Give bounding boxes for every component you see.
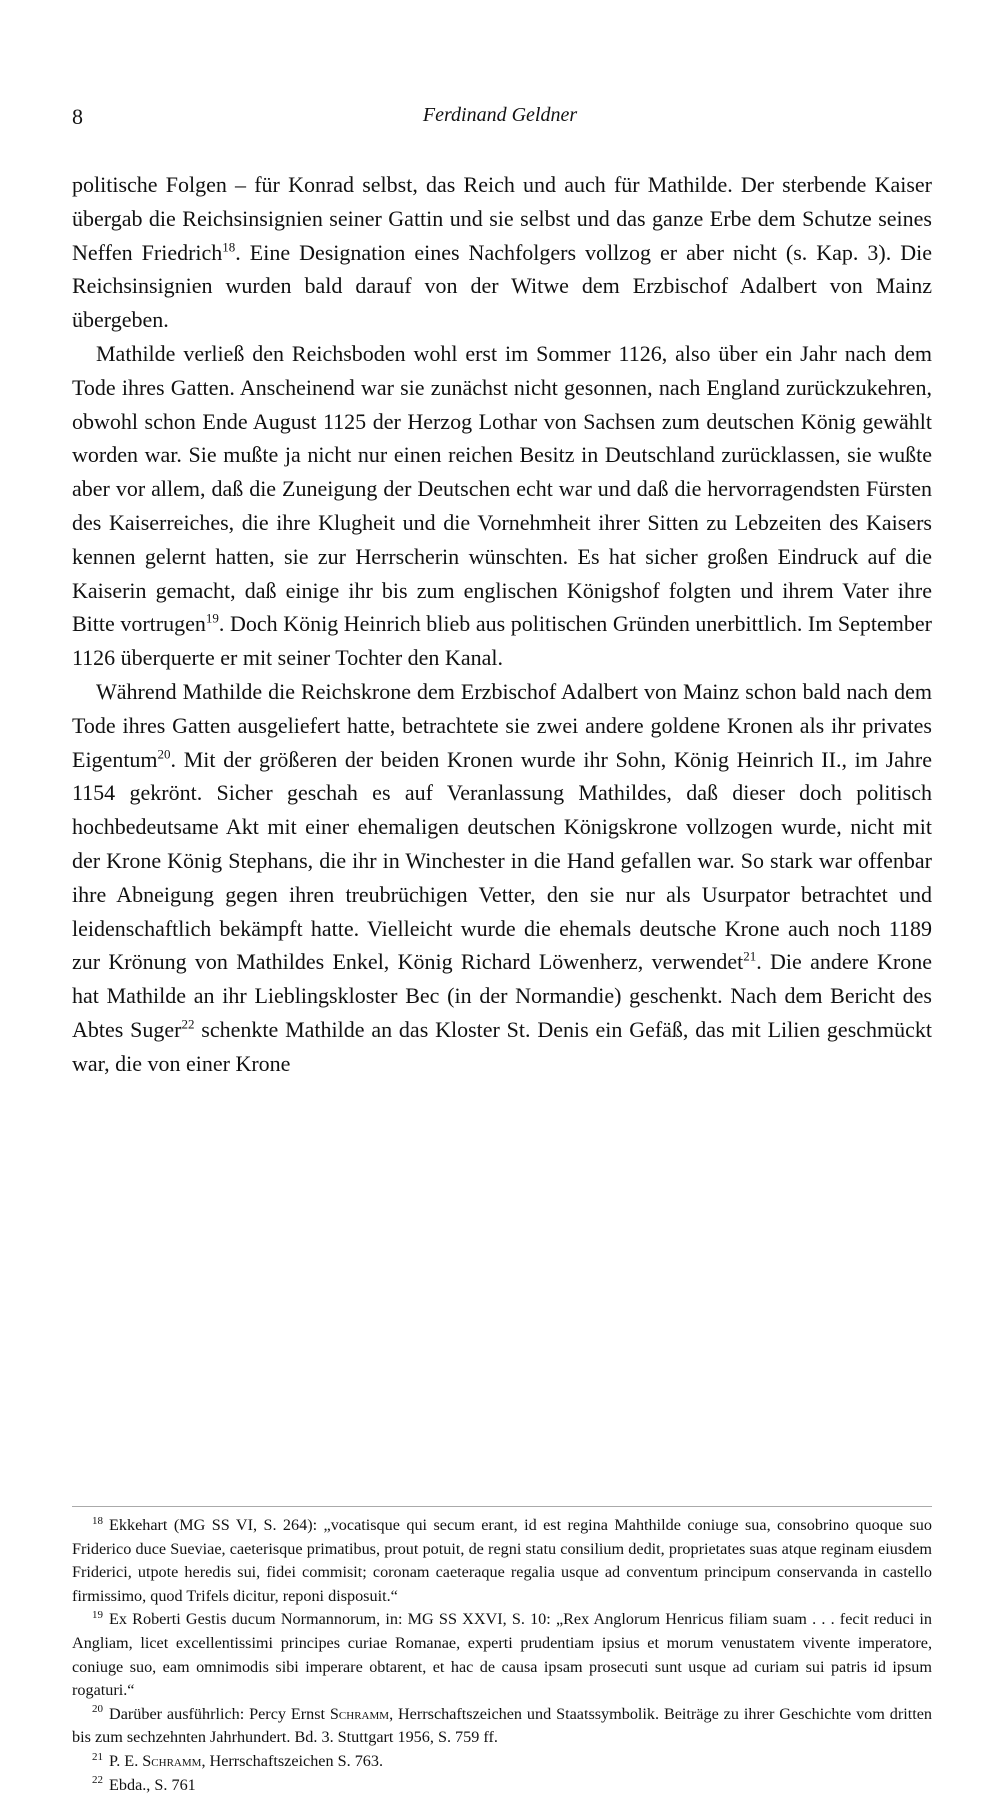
main-text (72, 168, 932, 1081)
text-run: . Mit der größeren der beiden Kronen wurde ihr Sohn, König Heinrich II., im Jahre 1154 gekrönt. Sicher geschah es auf Veranlassung Mathildes, daß dieser doch politisch hochbedeutsame Akt mit einer ehemaligen deutschen Königskrone vollzogen wurde, nicht mit der Krone König Stephans, die ihr in Winchester in die Hand gefallen war. So stark war offenbar ihre Abneigung gegen ihren treubrüchigen Vetter, den sie nur als Usurpator betrachtet und leidenschaftlich bekämpft hatte. Vielleicht wurde die ehemals deutsche Krone auch noch 1189 zur Krönung von Mathildes Enkel, König Richard Löwenherz, verwendet (72, 746, 932, 975)
footnote (72, 1608, 932, 1702)
footnote-text: Ex Roberti Gestis ducum Normannorum, in: MG SS XXVI, S. 10: „Rex Anglorum Henricus filiam suam . . . fecit reduci in Angliam, licet excellentissimi principes curiae Romanae, experti prudentiam ipsius et morum venustatem vivente imperatore, coniuge suo, eam omnimodis sibi imperare obtarent, et hac de causa ipsam prosecuti sunt usque ad curiam sui patris id ipsum rogaturi.“ (72, 1610, 932, 1700)
footnote (72, 1750, 932, 1774)
footnote-number: 19 (92, 1608, 103, 1621)
footnote-text: Darüber ausführlich: Percy Ernst (109, 1704, 330, 1723)
footnote-text: Ebda., S. 761 (109, 1775, 196, 1794)
footnote-ref: 22 (181, 1016, 195, 1032)
footnote-divider (72, 1506, 932, 1507)
footnote-text: , Herrschaftszeichen und Staatssymbolik. Beiträge zu ihrer Geschichte vom dritten bis zum sechzehnten Jahrhundert. Bd. 3. Stuttgart 1956, S. 759 ff. (72, 1704, 932, 1747)
paragraph (72, 675, 932, 1081)
footnote-ref: 19 (205, 611, 219, 627)
footnote-ref: 21 (743, 949, 757, 964)
text-run: . Doch König Heinrich blieb aus politischen Gründen unerbittlich. Im September 1126 überquerte er mit seiner Tochter den Kanal. (72, 611, 933, 671)
footnote (72, 1703, 932, 1750)
footnote-ref: 18 (222, 239, 236, 255)
footnote-number: 18 (92, 1514, 103, 1527)
footnote-text: P. E. (109, 1751, 143, 1770)
footnote-number: 21 (92, 1750, 103, 1763)
page-number: 8 (72, 104, 83, 129)
text-run: . Die andere Krone hat Mathilde an ihr Lieblingskloster Bec (in der Normandie) geschenkt. Nach dem Bericht des Abtes Suger (72, 949, 932, 1042)
running-head: Ferdinand Geldner (422, 104, 578, 126)
text-run: Mathilde verließ den Reichsboden wohl erst im Sommer 1126, also über ein Jahr nach dem Tode ihres Gatten. Anscheinend war sie zunächst nicht gesonnen, nach England zurückzukehren, obwohl schon Ende August 1125 der Herzog Lothar von Sachsen zum deutschen König gewählt worden war. Sie mußte ja nicht nur einen reichen Besitz in Deutschland zurücklassen, sie wußte aber vor allem, daß die Zuneigung der Deutschen echt war und daß die hervorragendsten Fürsten des Kaiserreiches, die ihre Klugheit und die Vornehmheit ihrer Sitten zu Lebzeiten des Kaisers kennen gelernt hatten, sie zur Herrscherin wünschten. Es hat sicher großen Eindruck auf die Kaiserin gemacht, daß einige ihr bis zum englischen Königshof folgten und ihrem Vater ihre Bitte vortrugen (72, 340, 932, 637)
paragraph (72, 168, 932, 337)
author-name: Schramm (142, 1751, 202, 1770)
footnote-ref: 20 (157, 746, 171, 762)
footnotes (72, 1514, 932, 1797)
footnote-text: , Herrschaftszeichen S. 763. (201, 1751, 384, 1770)
footnote (72, 1774, 932, 1797)
footnote-number: 22 (92, 1774, 103, 1787)
text-run: schenkte Mathilde an das Kloster St. Denis ein Gefäß, das mit Lilien geschmückt war, die von einer Krone (72, 1016, 933, 1076)
text-run: Während Mathilde die Reichskrone dem Erzbischof Adalbert von Mainz schon bald nach dem Tode ihres Gatten ausgeliefert hatte, betrachtete sie zwei andere goldene Kronen als ihr privates Eigentum (72, 678, 932, 772)
page-header (72, 104, 928, 134)
footnote-text: Ekkehart (MG SS VI, S. 264): „vocatisque qui secum erant, id est regina Mahthilde coniuge sua, consobrino quoque suo Friderico duce Sueviae, caeterisque primatibus, prout potuit, de regni statu consilium dedit, proprietates suas atque reginam eiusdem Friderici, utpote heredis sui, fidei commisit; coronam caeteraque regalia usque ad conventum principum conservanda in castello firmissimo, quod Trifels dicitur, reponi disposuit.“ (72, 1516, 932, 1605)
author-name: Schramm (329, 1704, 390, 1723)
paragraph (72, 337, 932, 675)
text-run: politische Folgen – für Konrad selbst, das Reich und auch für Mathilde. Der sterbende Kaiser übergab die Reichsinsignien seiner Gattin und sie selbst und das ganze Erbe dem Schutze seines Neffen Friedrich (72, 172, 932, 265)
footnote-number: 20 (92, 1703, 103, 1716)
footnote (72, 1514, 932, 1608)
text-run: . Eine Designation eines Nachfolgers vollzog er aber nicht (s. Kap. 3). Die Reichsinsignien wurden bald darauf von der Witwe dem Erzbischof Adalbert von Mainz übergeben. (72, 239, 932, 333)
